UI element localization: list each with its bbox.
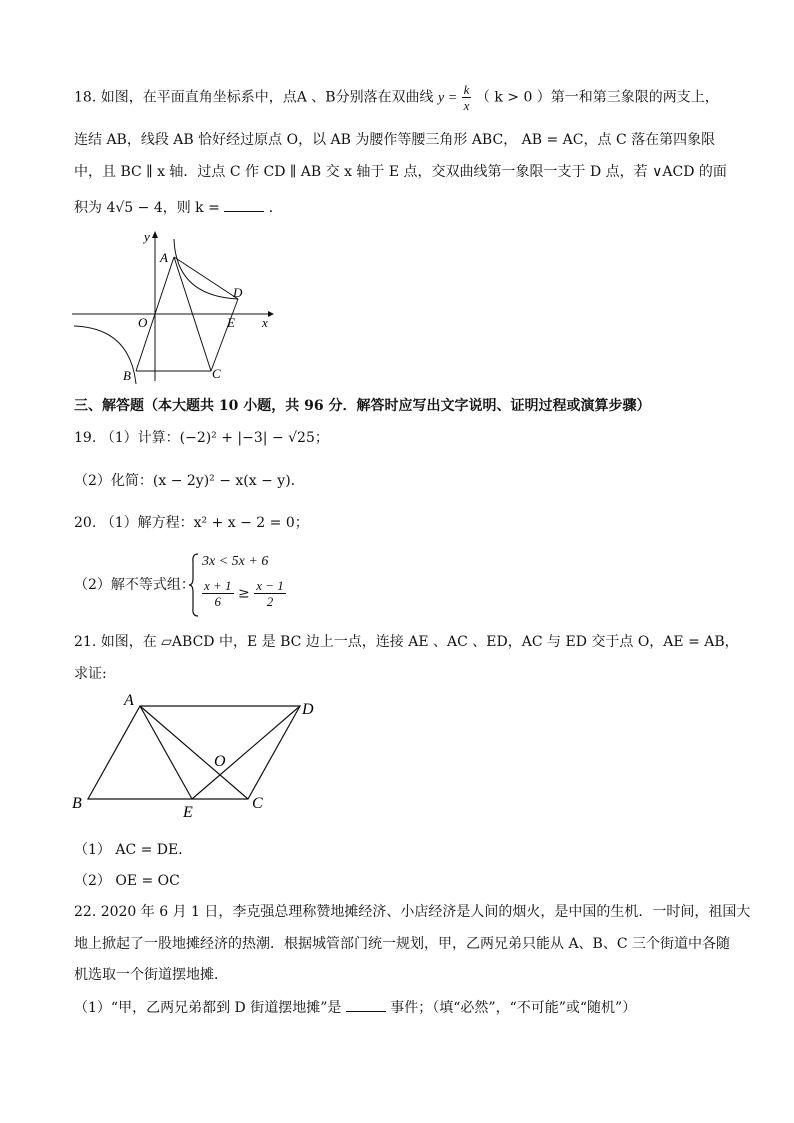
q21-line1: 21. 如图，在 ▱ABCD 中，E 是 BC 边上一点，连接 AE 、AC 、ED，AC 与 ED 交于点 O，AE = AB， [74,634,739,650]
q22-line1: 22. 2020 年 6 月 1 日，李克强总理称赞地摊经济、小店经济是人间的烟火，是中国的生机．一时间，祖国大 [74,904,751,920]
section-3-heading: 三、解答题（本大题共 10 小题，共 96 分．解答时应写出文字说明、证明过程或演算步骤） [74,398,651,414]
q20-ge-sign: ≥ [238,585,250,602]
q20-fraction-right-denominator: 2 [266,594,274,609]
q19-part1: 19. （1）计算：(−2)² + |−3| − √25； [74,430,329,446]
q21-line2: 求证: [74,666,107,682]
q21-label-d: D [302,701,314,718]
q21-label-c: C [252,795,263,812]
q21-part2: （2） OE = OC [74,873,180,889]
q21-label-b: B [72,795,82,812]
q18-hyperbola-lhs: y = [438,90,458,106]
q22-part1 [74,997,636,1018]
q21-segment-ae [140,706,192,799]
q18-line2: 连结 AB，线段 AB 恰好经过原点 O，以 AB 为腰作等腰三角形 ABC， AB = AC，点 C 落在第四象限 [74,132,716,148]
q20-fraction-left-numerator: x + 1 [204,578,232,593]
q22-line2: 地上掀起了一股地摊经济的热潮．根据城管部门统一规划，甲，乙两兄弟只能从 A、B、C 三个街道中各随 [74,936,731,952]
q18-label-y: y [144,229,150,244]
q22-part1-text-a: （1）“甲，乙两兄弟都到 D 街道摆地摊”是 [74,1000,342,1016]
q20-part2-label: （2）解不等式组： [74,577,195,593]
q18-line3: 中，且 BC ∥ x 轴．过点 C 作 CD ∥ AB 交 x 轴于 E 点，交双曲线第一象限一支于 D 点，若 ∨ACD 的面 [74,164,727,180]
q22-part1-text-b: 事件；（填“必然”，“不可能”或“随机”） [390,1000,637,1016]
q18-label-c: C [212,366,221,381]
q21-label-o: O [214,753,226,770]
q21-part1: （1） AC = DE． [74,842,193,858]
q21-segment-ac [140,706,248,799]
q21-label-e: E [183,804,193,820]
q20-inequality-1: 3x < 5x + 6 [202,554,269,569]
q18-line4-text-b: ． [268,200,283,216]
q18-label-a: A [160,250,168,265]
q18-figure [70,226,280,386]
q20-brace [188,552,200,618]
q18-y-axis-arrow [152,231,158,238]
q21-label-a: A [124,692,134,709]
q20-fraction-right-numerator: x − 1 [256,578,284,593]
q18-line4-text-a: 积为 4√5 − 4，则 k = [74,200,220,216]
q18-label-e: E [227,315,235,330]
q20-inequality-2 [202,578,286,618]
q18-line1-text-a: 18. 如图，在平面直角坐标系中，点A 、B分别落在双曲线 [74,89,434,106]
q20-fraction-right [254,578,286,609]
q18-x-axis-arrow [268,311,274,317]
q21-figure [66,690,326,820]
q20-fraction-left-denominator: 6 [214,594,222,609]
q18-label-x: x [262,315,268,330]
q18-hyperbola-denominator: x [463,98,470,113]
q18-line4 [74,197,283,218]
q18-hyperbola-branch-1 [174,239,238,299]
q22-answer-blank [346,997,386,1012]
q18-segment-cd [211,299,238,371]
q18-label-b: B [123,368,131,383]
q18-answer-blank [224,197,264,212]
q18-line1-text-b: （ k > 0 ）第一和第三象限的两支上， [475,89,719,106]
q18-line1 [74,82,719,113]
q20-part1: 20. （1）解方程：x² + x − 2 = 0； [74,515,309,531]
q18-hyperbola-fraction [462,82,472,113]
q22-line3: 机选取一个街道摆地摊． [74,967,228,983]
q18-hyperbola-numerator: k [463,82,470,97]
q18-label-d: D [233,285,243,300]
q19-part2: （2）化简：(x − 2y)² − x(x − y)． [74,473,305,489]
q21-segment-ed [192,706,300,799]
q18-label-o: O [138,315,148,330]
q20-fraction-left [202,578,234,609]
